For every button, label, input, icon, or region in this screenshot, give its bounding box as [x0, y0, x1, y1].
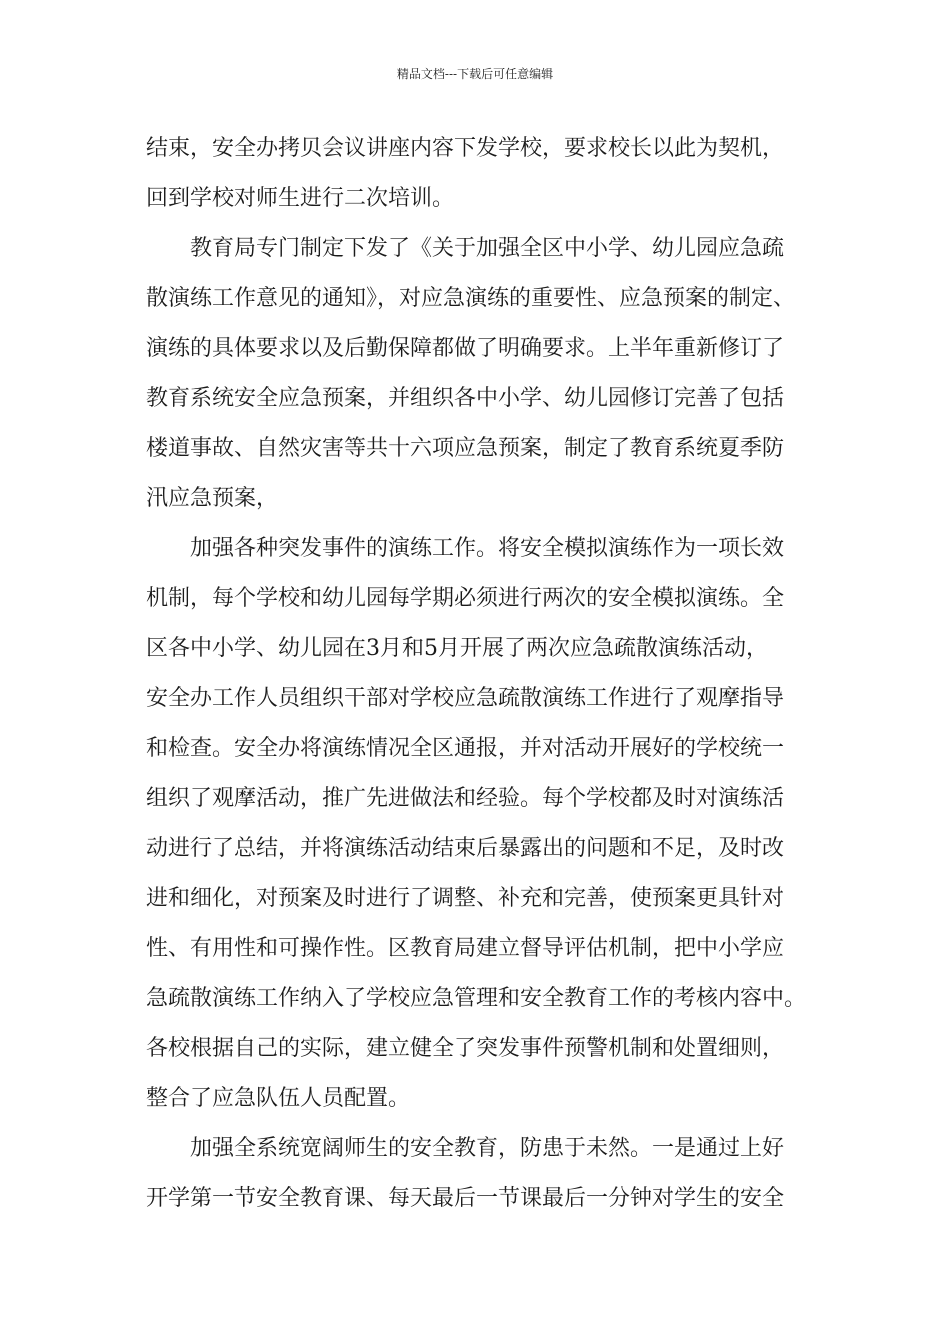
text-line: 开学第一节安全教育课、每天最后一节课最后一分钟对学生的安全 — [146, 1186, 785, 1211]
text-line: 楼道事故、自然灾害等共十六项应急预案，制定了教育系统夏季防 — [146, 436, 785, 461]
text-line: 急疏散演练工作纳入了学校应急管理和安全教育工作的考核内容中。 — [146, 986, 807, 1011]
text-line: 回到学校对师生进行二次培训。 — [146, 186, 455, 211]
text-line: 动进行了总结，并将演练活动结束后暴露出的问题和不足，及时改 — [146, 836, 785, 861]
text-line: 演练的具体要求以及后勤保障都做了明确要求。上半年重新修订了 — [146, 336, 785, 361]
text-line: 整合了应急队伍人员配置。 — [146, 1086, 411, 1111]
text-line: 散演练工作意见的通知》，对应急演练的重要性、应急预案的制定、 — [146, 286, 796, 311]
text-line: 安全办工作人员组织干部对学校应急疏散演练工作进行了观摩指导 — [146, 686, 785, 711]
text-line: 区各中小学、幼儿园在3月和5月开展了两次应急疏散演练活动， — [146, 636, 768, 661]
text-line: 组织了观摩活动，推广先进做法和经验。每个学校都及时对演练活 — [146, 786, 785, 811]
text-line: 教育系统安全应急预案，并组织各中小学、幼儿园修订完善了包括 — [146, 386, 785, 411]
text-line: 和检查。安全办将演练情况全区通报，并对活动开展好的学校统一 — [146, 736, 785, 761]
text-line: 教育局专门制定下发了《关于加强全区中小学、幼儿园应急疏 — [190, 236, 785, 261]
text-line: 结束，安全办拷贝会议讲座内容下发学校，要求校长以此为契机， — [146, 136, 785, 161]
text-line: 进和细化，对预案及时进行了调整、补充和完善，使预案更具针对 — [146, 886, 785, 911]
text-line: 汛应急预案， — [146, 486, 279, 511]
text-line: 各校根据自己的实际，建立健全了突发事件预警机制和处置细则， — [146, 1036, 785, 1061]
text-line: 加强全系统宽阔师生的安全教育，防患于未然。一是通过上好 — [190, 1136, 785, 1161]
text-line: 性、有用性和可操作性。区教育局建立督导评估机制，把中小学应 — [146, 936, 785, 961]
document-body — [146, 124, 826, 1224]
text-line: 加强各种突发事件的演练工作。将安全模拟演练作为一项长效 — [190, 536, 785, 561]
page-header: 精品文档---下载后可任意编辑 — [396, 67, 554, 81]
text-line: 机制，每个学校和幼儿园每学期必须进行两次的安全模拟演练。全 — [146, 586, 785, 611]
